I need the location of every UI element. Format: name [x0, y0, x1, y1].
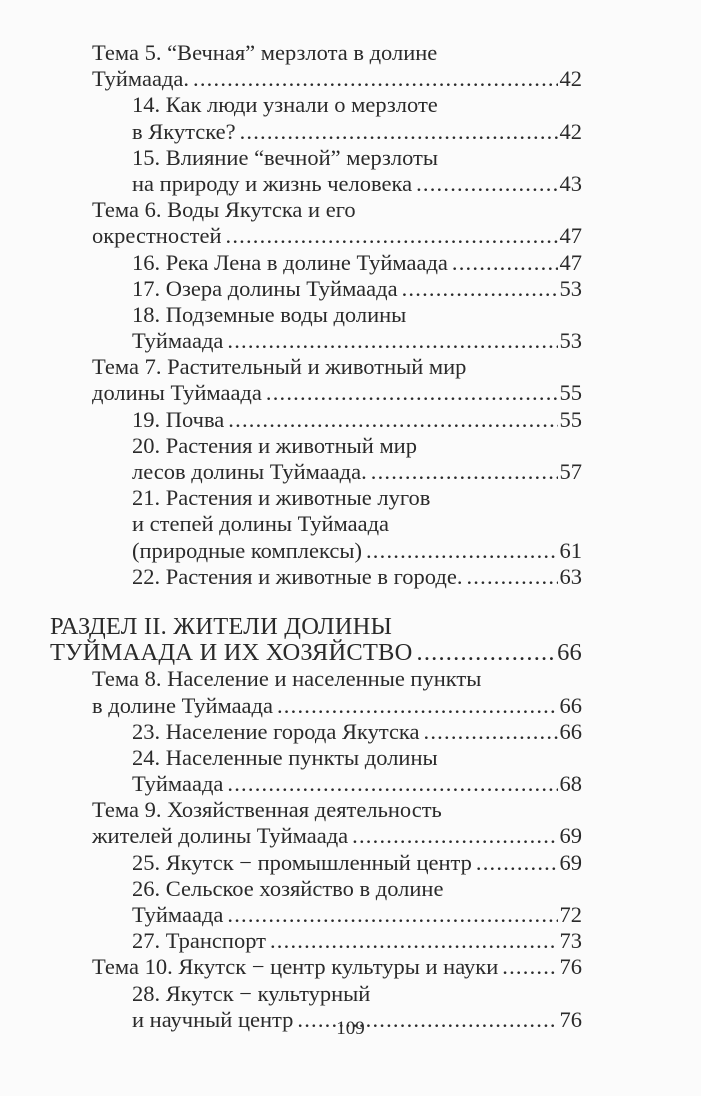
toc-entry-text: Тема 7. Растительный и животный мир	[92, 354, 467, 380]
dot-leader	[227, 328, 557, 354]
toc-subentry-line	[92, 276, 582, 302]
toc-entry-text: лесов долины Туймаада.	[132, 459, 367, 484]
toc-entry-text: Тема 8. Население и населенные пункты	[92, 666, 482, 692]
toc-entry-text: Туймаада	[132, 328, 224, 354]
dot-leader	[371, 459, 558, 485]
dot-leader	[452, 250, 558, 276]
toc-subentry-line	[92, 92, 582, 118]
toc-entry-text: 27. Транспорт	[132, 928, 266, 954]
dot-leader	[502, 954, 557, 980]
dot-leader	[466, 564, 557, 590]
toc-entry-text: на природу и жизнь человека	[132, 170, 413, 196]
dot-leader	[366, 538, 558, 564]
toc-subentry-line	[92, 538, 582, 564]
toc-topic-line	[92, 666, 582, 692]
toc-entry-text: окрестностей	[92, 223, 222, 249]
toc-page-number: 73	[559, 928, 582, 954]
toc-entry-text: 15. Влияние “вечной” мерзлоты	[132, 144, 439, 170]
dot-leader	[352, 823, 557, 849]
toc-topic-line	[92, 223, 582, 249]
dot-leader	[240, 119, 558, 145]
toc-entry-text: 25. Якутск − промышленный центр	[132, 849, 472, 875]
toc-entry-text: 23. Население города Якутска	[132, 718, 420, 744]
toc-entry-text: 18. Подземные воды долины	[132, 301, 407, 327]
toc-page-number: 55	[559, 380, 582, 406]
dot-leader	[417, 640, 556, 666]
toc-page-number: 66	[559, 692, 582, 718]
toc-entry-text: 17. Озера долины Туймаада	[132, 275, 398, 301]
dot-leader	[227, 771, 557, 797]
toc-entry-text: ТУЙМААДА И ИХ ХОЗЯЙСТВО	[50, 639, 413, 667]
toc-topic-line	[92, 354, 582, 380]
toc-subentry-line	[92, 119, 582, 145]
toc-subentry-line	[92, 981, 582, 1007]
toc-subentry-line	[92, 485, 582, 511]
toc-entry-text: Тема 10. Якутск − центр культуры и науки	[92, 954, 499, 980]
toc-subentry-line	[92, 328, 582, 354]
toc-page-number: 57	[559, 459, 582, 484]
toc-page-number: 42	[559, 118, 582, 144]
dot-leader	[228, 407, 557, 433]
table-of-contents	[50, 40, 582, 1033]
dot-leader	[226, 223, 558, 249]
toc-entry-text: и степей долины Туймаада	[132, 511, 390, 537]
toc-entry-text: жителей долины Туймаада	[92, 823, 349, 849]
dot-leader	[424, 719, 558, 745]
toc-page-number: 61	[559, 537, 582, 563]
toc-entry-text: долины Туймаада	[92, 380, 262, 406]
toc-subentry-line	[92, 928, 582, 954]
toc-page-number: 47	[559, 249, 582, 275]
toc-subentry-line	[92, 902, 582, 928]
toc-subentry-line	[92, 719, 582, 745]
toc-entry-text: Тема 9. Хозяйственная деятельность	[92, 797, 442, 823]
toc-topic-line	[92, 693, 582, 719]
toc-page-number: 63	[559, 563, 582, 589]
toc-entry-text: (природные комплексы)	[132, 537, 362, 563]
toc-subentry-line	[92, 250, 582, 276]
toc-page-number: 76	[559, 954, 582, 980]
toc-page-number: 69	[559, 823, 582, 849]
toc-entry-text: и научный центр	[132, 1006, 294, 1032]
toc-page-number: 43	[559, 170, 582, 196]
toc-entry-text: Туймаада	[132, 902, 224, 927]
dot-leader	[270, 928, 558, 954]
toc-subentry-line	[92, 171, 582, 197]
toc-section-line	[50, 614, 582, 640]
toc-subentry-line	[92, 564, 582, 590]
dot-leader	[227, 902, 557, 928]
toc-entry-text: в Якутске?	[132, 118, 236, 144]
toc-entry-text: 19. Почва	[132, 406, 225, 432]
toc-subentry-line	[92, 145, 582, 171]
dot-leader	[277, 693, 558, 719]
toc-entry-text: 20. Растения и животный мир	[132, 432, 417, 458]
toc-section-line	[50, 640, 582, 666]
toc-topic-line	[92, 197, 582, 223]
toc-subentry-line	[92, 511, 582, 537]
toc-topic-line	[92, 380, 582, 406]
toc-entry-text: 28. Якутск − культурный	[132, 980, 371, 1006]
toc-page-number: 66	[557, 639, 582, 667]
toc-entry-text: Тема 6. Воды Якутска и его	[92, 197, 356, 223]
dot-leader	[193, 66, 557, 92]
toc-subentry-line	[92, 850, 582, 876]
toc-page-number: 68	[559, 771, 582, 797]
toc-topic-line	[92, 954, 582, 980]
toc-entry-text: РАЗДЕЛ II. ЖИТЕЛИ ДОЛИНЫ	[50, 612, 393, 640]
toc-page-number: 53	[559, 328, 582, 354]
toc-subentry-line	[92, 407, 582, 433]
toc-page-number: 72	[559, 902, 582, 927]
dot-leader	[402, 276, 558, 302]
toc-subentry-line	[92, 771, 582, 797]
toc-page-number: 42	[559, 66, 582, 92]
toc-page-number: 66	[559, 718, 582, 744]
toc-entry-text: 16. Река Лена в долине Туймаада	[132, 249, 448, 275]
toc-page-number: 53	[559, 275, 582, 301]
toc-subentry-line	[92, 745, 582, 771]
toc-subentry-line	[92, 876, 582, 902]
toc-entry-text: Туймаада	[132, 771, 224, 797]
toc-topic-line	[92, 797, 582, 823]
toc-entry-text: 21. Растения и животные лугов	[132, 485, 431, 511]
toc-topic-line	[92, 823, 582, 849]
toc-entry-text: 26. Сельское хозяйство в долине	[132, 875, 444, 901]
toc-topic-line	[92, 40, 582, 66]
toc-subentry-line	[92, 302, 582, 328]
toc-page-number: 47	[559, 223, 582, 249]
toc-entry-text: Тема 5. “Вечная” мерзлота в долине	[92, 40, 438, 65]
dot-leader	[266, 380, 558, 406]
toc-topic-line	[92, 66, 582, 92]
toc-subentry-line	[92, 459, 582, 485]
toc-entry-text: 22. Растения и животные в городе.	[132, 563, 463, 589]
toc-page-number: 76	[559, 1006, 582, 1032]
dot-leader	[476, 850, 558, 876]
toc-entry-text: в долине Туймаада	[92, 692, 273, 718]
toc-page-number: 55	[559, 406, 582, 432]
page-number: 109	[336, 1018, 365, 1039]
toc-subentry-line	[92, 433, 582, 459]
toc-entry-text: Туймаада.	[92, 66, 190, 92]
toc-entry-text: 14. Как люди узнали о мерзлоте	[132, 92, 438, 118]
toc-entry-text: 24. Населенные пункты долины	[132, 744, 438, 770]
dot-leader	[416, 171, 557, 197]
toc-page-number: 69	[559, 849, 582, 875]
